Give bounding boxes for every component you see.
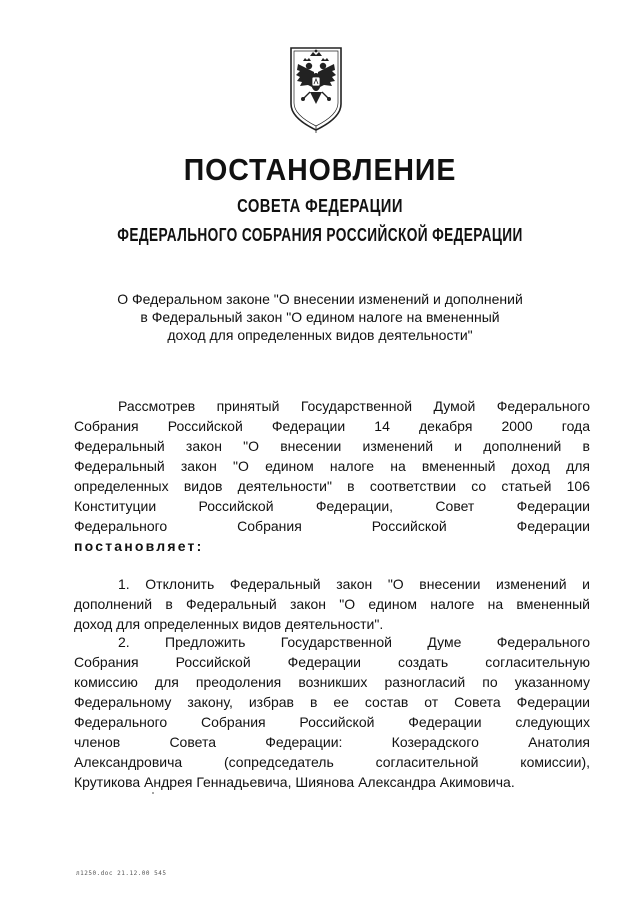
item-1-line: доход для определенных видов деятельности". (74, 616, 384, 632)
item-2-line: членов Совета Федерации: Козерадского Анатолия (74, 734, 590, 750)
item-2-line: Крутикова Андрея Геннадьевича, Шиянова Александра Акимовича. (74, 774, 515, 790)
scan-speck (152, 792, 154, 794)
subject-line: О Федеральном законе "О внесении изменений и дополнений (117, 291, 523, 307)
document-title: ПОСТАНОВЛЕНИЕ (183, 152, 457, 187)
subject-line: доход для определенных видов деятельности" (167, 327, 473, 343)
item-2-line: Федеральному закону, избрав в ее состав от Совета Федерации (74, 694, 590, 710)
coat-of-arms-icon (288, 44, 344, 134)
issuer-line-1: СОВЕТА ФЕДЕРАЦИИ (237, 196, 403, 216)
document-subject (40, 290, 600, 344)
preamble-paragraph (74, 396, 590, 556)
item-1-line: 1. Отклонить Федеральный закон "О внесении изменений и (118, 576, 590, 592)
preamble-line: Собрания Российской Федерации 14 декабря 2000 года (74, 418, 590, 434)
item-2-line: Федерального Собрания Российской Федерации следующих (74, 714, 590, 730)
item-2-line: Собрания Российской Федерации создать согласительную (74, 654, 590, 670)
document-code: л1250.doc 21.12.00 545 (76, 870, 167, 877)
item-1-line: дополнений в Федеральный закон "О едином налоге на вмененный (74, 596, 590, 612)
resolves-word: постановляет: (74, 538, 204, 554)
item-2-line: Александровича (сопредседатель согласительной комиссии), (74, 754, 590, 770)
issuer-line-2: ФЕДЕРАЛЬНОГО СОБРАНИЯ РОССИЙСКОЙ ФЕДЕРАЦИИ (117, 225, 523, 245)
preamble-line: Федерального Собрания Российской Федерации (74, 518, 590, 534)
item-2-line: комиссию для преодоления возникших разногласий по указанному (74, 674, 590, 690)
subject-line: в Федеральный закон "О едином налоге на вмененный (140, 309, 500, 325)
preamble-line: Федеральный закон "О едином налоге на вмененный доход для (74, 458, 590, 474)
item-2-line: 2. Предложить Государственной Думе Федерального (118, 634, 590, 650)
preamble-line: Конституции Российской Федерации, Совет Федерации (74, 498, 590, 514)
item-1-paragraph (74, 574, 590, 634)
preamble-line: определенных видов деятельности" в соответствии со статьей 106 (74, 478, 590, 494)
item-2-paragraph (74, 632, 590, 792)
preamble-line: Рассмотрев принятый Государственной Думой Федерального (118, 398, 590, 414)
preamble-line: Федеральный закон "О внесении изменений и дополнений в (74, 438, 590, 454)
